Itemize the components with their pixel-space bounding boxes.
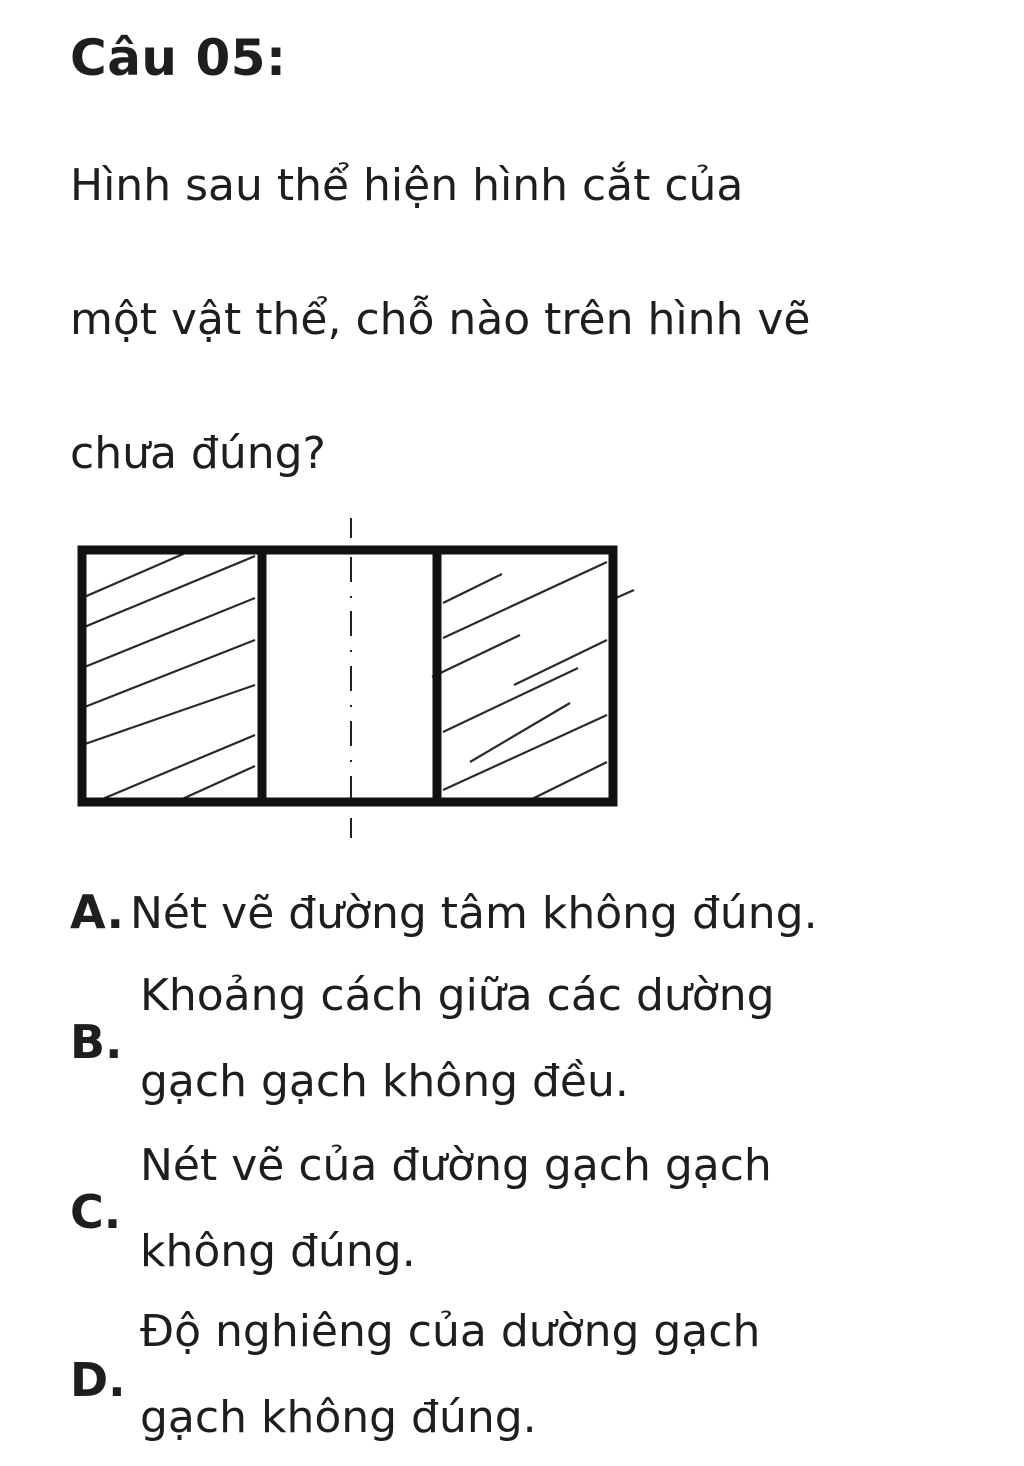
option-b-text-line-1: Khoảng cách giữa các dường bbox=[140, 970, 775, 1021]
question-text-line-1: Hình sau thể hiện hình cắt của bbox=[70, 160, 744, 211]
option-a-text: Nét vẽ đường tâm không đúng. bbox=[129, 888, 818, 939]
hatch-line bbox=[432, 635, 520, 677]
option-d-text-line-2: gạch không đúng. bbox=[140, 1392, 537, 1443]
hatch-line bbox=[82, 685, 255, 745]
question-title: Câu 05: bbox=[70, 29, 287, 87]
hatch-line bbox=[443, 562, 607, 638]
option-b-text-line-2: gạch gạch không đều. bbox=[140, 1056, 629, 1107]
option-c-text-line-2: không đúng. bbox=[140, 1226, 416, 1277]
hatch-line bbox=[443, 574, 502, 603]
option-a-letter: A. bbox=[70, 885, 124, 939]
hatch-line bbox=[82, 640, 255, 708]
option-d-letter: D. bbox=[70, 1353, 126, 1407]
question-text-line-3: chưa đúng? bbox=[70, 428, 326, 479]
hatch-line bbox=[180, 766, 255, 800]
hatch-left bbox=[82, 551, 255, 800]
hatch-line bbox=[514, 640, 607, 685]
hatch-line bbox=[100, 735, 255, 800]
option-a[interactable] bbox=[70, 884, 818, 942]
option-c-letter: C. bbox=[70, 1185, 122, 1239]
option-d-text-line-1: Độ nghiêng của dường gạch bbox=[140, 1306, 761, 1357]
hatch-line bbox=[443, 715, 607, 790]
hatch-right bbox=[432, 562, 634, 800]
option-b-letter: B. bbox=[70, 1015, 123, 1069]
question-text-line-2: một vật thể, chỗ nào trên hình vẽ bbox=[70, 294, 811, 345]
hatch-line bbox=[530, 762, 607, 800]
option-c-text-line-1: Nét vẽ của đường gạch gạch bbox=[140, 1140, 772, 1191]
hatch-line bbox=[82, 556, 255, 628]
hatch-line bbox=[443, 668, 578, 732]
section-view-drawing bbox=[0, 500, 1024, 860]
hatch-line bbox=[82, 598, 255, 668]
